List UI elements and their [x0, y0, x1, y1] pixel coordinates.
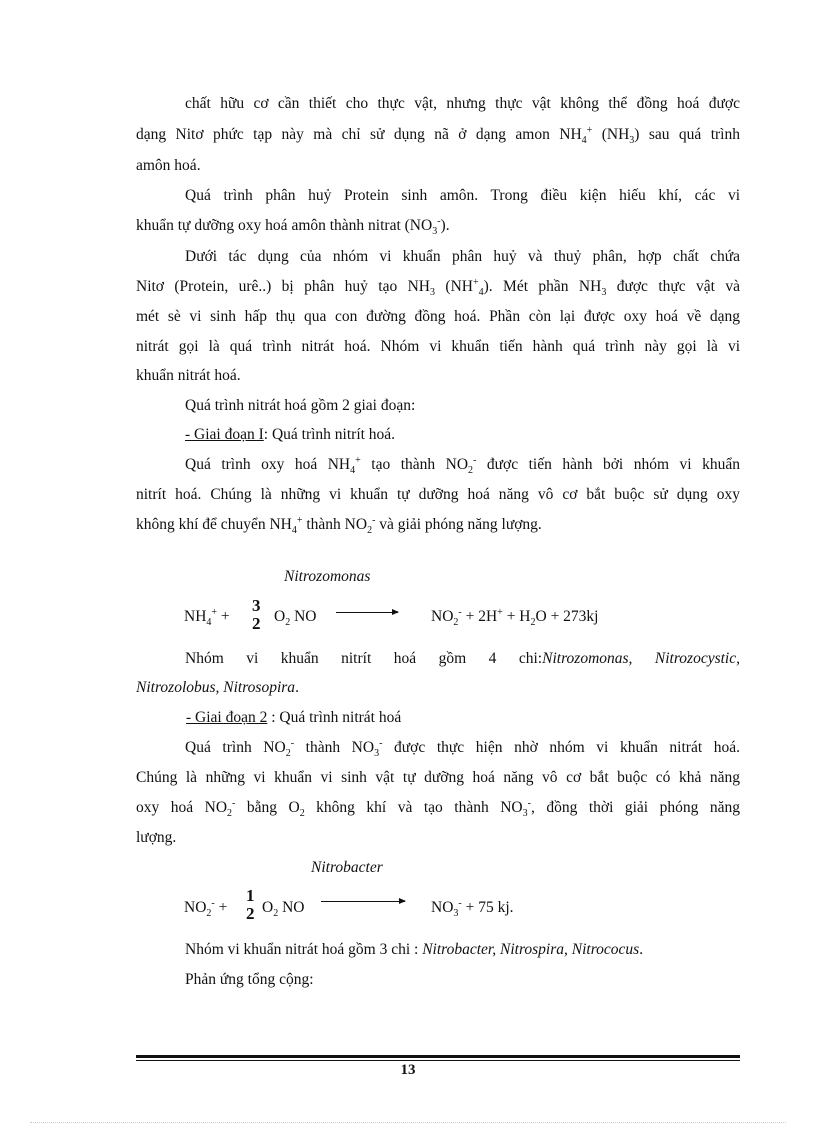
- footer-rule-thin: [136, 1060, 740, 1061]
- paragraph-line: Nitrozolobus, Nitrosopira.: [136, 679, 299, 696]
- section-heading: - Giai đoạn I: Quá trình nitrít hoá.: [185, 426, 396, 443]
- paragraph-line: mét sè vi sinh hấp thụ qua con đường đồng hoá. Phần còn lại được oxy hoá về dạng: [136, 308, 740, 325]
- page-number: 13: [400, 1062, 416, 1078]
- paragraph-line: nitrít hoá. Chúng là những vi khuẩn tự dưỡng hoá năng vô cơ bắt buộc sử dụng oxy: [136, 486, 740, 503]
- paragraph-line: khuẩn nitrát hoá.: [136, 367, 241, 384]
- paragraph-line: Nitơ (Protein, urê..) bị phân huỷ tạo $NH_3$ $(NH^+_4)$. Mét phần $NH_3$ được thực vật và: [136, 276, 741, 299]
- fraction: 3 2: [252, 596, 261, 633]
- paragraph-line: Quá trình oxy hoá $NH_4^+$ tạo thành $NO_2^-$ được tiến hành bởi nhóm vi khuẩn: [185, 454, 740, 477]
- equation-products: $NO_3^- + 75$ kj.: [431, 897, 514, 920]
- paragraph-line: amôn hoá.: [136, 157, 201, 174]
- paragraph-line: Quá trình phân huỷ Protein sinh amôn. Trong điều kiện hiếu khí, các vi: [185, 187, 740, 204]
- paragraph-line: Nhóm vi khuẩn nitrát hoá gồm 3 chi : Nitrobacter, Nitrospira, Nitrococus.: [185, 941, 644, 958]
- paragraph-line: Quá trình $NO_2^-$ thành $NO_3^-$ được thực hiện nhờ nhóm vi khuẩn nitrát hoá.: [185, 737, 740, 760]
- paragraph-line: không khí để chuyển $NH_4^+$ thành $NO_2^-$ và giải phóng năng lượng.: [136, 514, 542, 537]
- paragraph-line: oxy hoá $NO_2^-$ bằng $O_2$ không khí và tạo thành $NO_3^-$, đồng thời giải phóng năng: [136, 797, 740, 820]
- bacterium-label: Nitrozomonas: [284, 568, 371, 585]
- paragraph-line: chất hữu cơ cần thiết cho thực vật, nhưng thực vật không thể đồng hoá được: [185, 95, 740, 112]
- equation-reactants: $NO_2^-$ +: [184, 897, 228, 920]
- paragraph-line: Chúng là những vi khuẩn vi sinh vật tự dưỡng hoá năng vô cơ bắt buộc có khả năng: [136, 769, 740, 786]
- fraction: 1 2: [246, 886, 255, 923]
- bacterium-label: Nitrobacter: [311, 859, 383, 876]
- paragraph-line: lượng.: [136, 829, 177, 846]
- footer-rule-thick: [136, 1055, 740, 1058]
- paragraph-line: Phản ứng tổng cộng:: [185, 971, 314, 988]
- equation-oxygen: $O_2$ NO: [262, 899, 305, 920]
- equation-reactants: $NH_4^+$ +: [184, 606, 230, 629]
- equation-oxygen: $O_2$ NO: [274, 608, 317, 629]
- paragraph-line: khuẩn tự dưỡng oxy hoá amôn thành nitrat $(NO_3^-)$.: [136, 215, 450, 238]
- paragraph-line: Dưới tác dụng của nhóm vi khuẩn phân huỷ và thuỷ phân, hợp chất chứa: [185, 248, 740, 265]
- reaction-arrow: [336, 612, 398, 613]
- paragraph-line: Nhóm vi khuẩn nitrít hoá gồm 4 chi:Nitrozomonas, Nitrozocystic,: [185, 650, 740, 667]
- equation-products: $NO_2^- + 2H^+ + H_2O + 273kj$: [431, 606, 599, 629]
- paragraph-line: Quá trình nitrát hoá gồm 2 giai đoạn:: [185, 397, 416, 414]
- section-heading: - Giai đoạn 2 : Quá trình nitrát hoá: [186, 709, 402, 726]
- reaction-arrow: [321, 901, 405, 902]
- paragraph-line: nitrát gọi là quá trình nitrát hoá. Nhóm vi khuẩn tiến hành quá trình này gọi là vi: [136, 338, 740, 355]
- paragraph-line: dạng Nitơ phức tạp này mà chỉ sử dụng nã ở dạng amon $NH_4^+$ $(NH_3)$ sau quá trình: [136, 124, 740, 147]
